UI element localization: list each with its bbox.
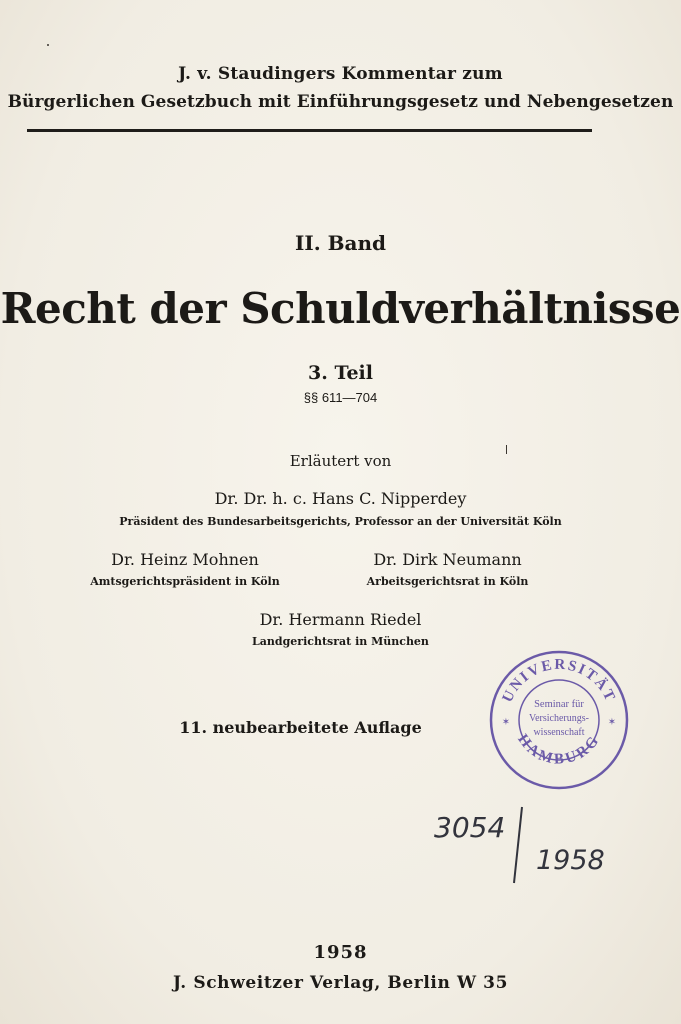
stamp-inner-line1: Seminar für bbox=[534, 699, 584, 710]
series-title-line2: Bürgerlichen Gesetzbuch mit Einführungsgesetz und Nebengesetzen bbox=[7, 92, 674, 112]
book-title: Recht der Schuldverhältnisse bbox=[0, 284, 681, 333]
section-range: §§ 611—704 bbox=[303, 390, 378, 405]
stamp-inner-line2: Versicherungs- bbox=[529, 713, 589, 724]
stamp-inner-line3: wissenschaft bbox=[533, 727, 585, 738]
author-position: Präsident des Bundesarbeitsgerichts, Professor an der Universität Köln bbox=[119, 515, 562, 528]
publication-year: 1958 bbox=[313, 942, 368, 963]
stamp-star-icon: ✶ bbox=[607, 717, 617, 728]
explained-by-label: Erläutert von bbox=[289, 452, 392, 470]
part-label: 3. Teil bbox=[308, 362, 373, 384]
stamp-ring-bottom-label: HAMBURG bbox=[514, 731, 604, 768]
author-name: Dr. Dirk Neumann bbox=[373, 550, 522, 569]
shelfmark-number: 3054 bbox=[434, 811, 506, 844]
author-position: Amtsgerichtspräsident in Köln bbox=[90, 575, 280, 588]
author-name: Dr. Hermann Riedel bbox=[259, 610, 422, 629]
stamp-ring-top-text bbox=[500, 657, 619, 705]
author-name: Dr. Heinz Mohnen bbox=[111, 550, 259, 569]
edition-label: 11. neubearbeitete Auflage bbox=[179, 718, 422, 737]
paper-speck bbox=[47, 44, 49, 46]
author-position: Landgerichtsrat in München bbox=[252, 635, 429, 648]
author-position: Arbeitsgerichtsrat in Köln bbox=[366, 575, 529, 588]
title-rule bbox=[27, 129, 592, 132]
shelfmark-slash bbox=[514, 807, 522, 883]
series-title-line1: J. v. Staudingers Kommentar zum bbox=[178, 64, 503, 84]
stamp-star-icon: ✶ bbox=[501, 717, 511, 728]
handwritten-shelfmark bbox=[430, 805, 630, 885]
author-name: Dr. Dr. h. c. Hans C. Nipperdey bbox=[214, 489, 467, 508]
university-stamp bbox=[488, 649, 630, 791]
publisher: J. Schweitzer Verlag, Berlin W 35 bbox=[172, 973, 509, 993]
shelfmark-year: 1958 bbox=[536, 845, 605, 876]
volume-label: II. Band bbox=[294, 231, 387, 255]
stamp-ring-top-label: UNIVERSITÄT bbox=[499, 656, 619, 706]
